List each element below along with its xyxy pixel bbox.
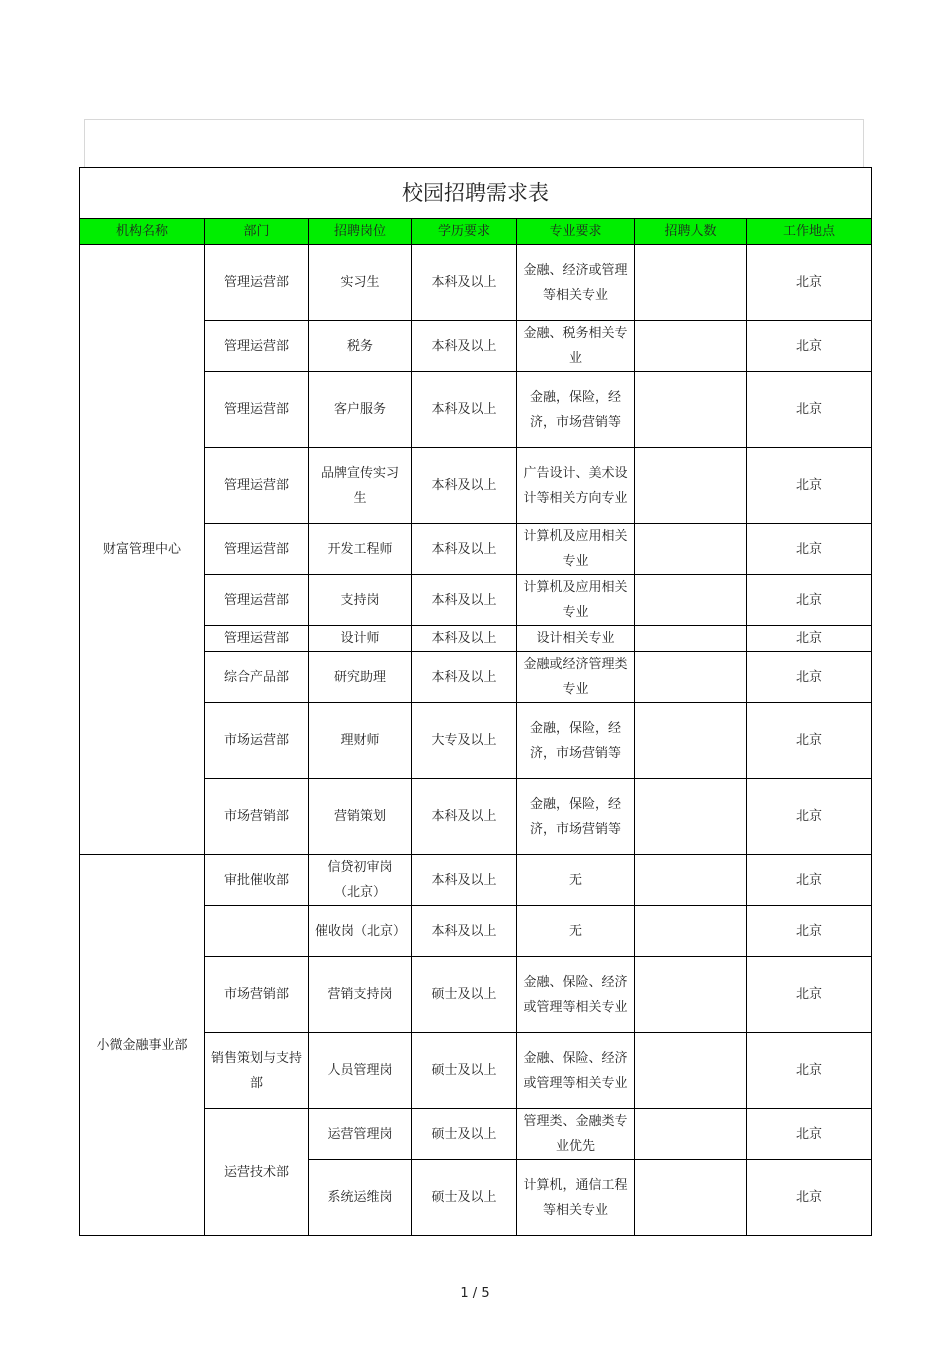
location-cell: 北京 <box>747 652 872 703</box>
count-cell <box>635 957 747 1033</box>
education-cell: 本科及以上 <box>412 372 517 448</box>
education-cell: 硕士及以上 <box>412 1033 517 1109</box>
column-header-position: 招聘岗位 <box>309 219 412 245</box>
recruitment-table <box>79 167 872 1236</box>
dept-cell: 市场运营部 <box>205 703 309 779</box>
column-header-education: 学历要求 <box>412 219 517 245</box>
position-cell: 研究助理 <box>309 652 412 703</box>
page-indicator: 1 / 5 <box>460 1286 490 1301</box>
education-cell: 本科及以上 <box>412 245 517 321</box>
position-cell: 设计师 <box>309 626 412 652</box>
dept-cell: 销售策划与支持部 <box>205 1033 309 1109</box>
count-cell <box>635 245 747 321</box>
column-header-dept: 部门 <box>205 219 309 245</box>
education-cell: 本科及以上 <box>412 626 517 652</box>
location-cell: 北京 <box>747 245 872 321</box>
count-cell <box>635 906 747 957</box>
org-name-cell: 小微金融事业部 <box>80 855 205 1236</box>
position-cell: 客户服务 <box>309 372 412 448</box>
dept-cell: 管理运营部 <box>205 372 309 448</box>
dept-cell: 管理运营部 <box>205 626 309 652</box>
count-cell <box>635 1160 747 1236</box>
position-cell: 催收岗（北京） <box>309 906 412 957</box>
location-cell: 北京 <box>747 321 872 372</box>
dept-cell: 管理运营部 <box>205 448 309 524</box>
table-title: 校园招聘需求表 <box>80 168 872 219</box>
education-cell: 本科及以上 <box>412 906 517 957</box>
location-cell: 北京 <box>747 575 872 626</box>
education-cell: 硕士及以上 <box>412 957 517 1033</box>
major-cell: 管理类、金融类专业优先 <box>517 1109 635 1160</box>
position-cell: 支持岗 <box>309 575 412 626</box>
position-cell: 理财师 <box>309 703 412 779</box>
column-header-location: 工作地点 <box>747 219 872 245</box>
location-cell: 北京 <box>747 372 872 448</box>
location-cell: 北京 <box>747 855 872 906</box>
major-cell: 金融、经济或管理等相关专业 <box>517 245 635 321</box>
position-cell: 开发工程师 <box>309 524 412 575</box>
education-cell: 本科及以上 <box>412 448 517 524</box>
position-cell: 运营管理岗 <box>309 1109 412 1160</box>
position-cell: 税务 <box>309 321 412 372</box>
major-cell: 广告设计、美术设计等相关方向专业 <box>517 448 635 524</box>
major-cell: 金融、税务相关专业 <box>517 321 635 372</box>
location-cell: 北京 <box>747 906 872 957</box>
dept-cell: 综合产品部 <box>205 652 309 703</box>
dept-cell: 管理运营部 <box>205 575 309 626</box>
position-cell: 品牌宣传实习生 <box>309 448 412 524</box>
title-row <box>80 168 872 219</box>
major-cell: 金融、保险、经济或管理等相关专业 <box>517 1033 635 1109</box>
major-cell: 金融，保险，经济，市场营销等 <box>517 372 635 448</box>
education-cell: 本科及以上 <box>412 575 517 626</box>
major-cell: 计算机，通信工程等相关专业 <box>517 1160 635 1236</box>
location-cell: 北京 <box>747 448 872 524</box>
position-cell: 营销支持岗 <box>309 957 412 1033</box>
count-cell <box>635 779 747 855</box>
major-cell: 金融，保险，经济，市场营销等 <box>517 779 635 855</box>
location-cell: 北京 <box>747 957 872 1033</box>
education-cell: 本科及以上 <box>412 321 517 372</box>
count-cell <box>635 448 747 524</box>
major-cell: 金融，保险，经济，市场营销等 <box>517 703 635 779</box>
count-cell <box>635 575 747 626</box>
page-header-frame <box>84 119 864 167</box>
major-cell: 计算机及应用相关专业 <box>517 575 635 626</box>
count-cell <box>635 321 747 372</box>
education-cell: 硕士及以上 <box>412 1109 517 1160</box>
location-cell: 北京 <box>747 703 872 779</box>
dept-cell: 市场营销部 <box>205 779 309 855</box>
location-cell: 北京 <box>747 1109 872 1160</box>
count-cell <box>635 652 747 703</box>
count-cell <box>635 855 747 906</box>
header-row <box>80 219 872 245</box>
major-cell: 无 <box>517 855 635 906</box>
education-cell: 本科及以上 <box>412 855 517 906</box>
column-header-org: 机构名称 <box>80 219 205 245</box>
major-cell: 金融或经济管理类专业 <box>517 652 635 703</box>
dept-cell: 运营技术部 <box>205 1109 309 1236</box>
major-cell: 设计相关专业 <box>517 626 635 652</box>
location-cell: 北京 <box>747 779 872 855</box>
education-cell: 本科及以上 <box>412 524 517 575</box>
education-cell: 本科及以上 <box>412 779 517 855</box>
position-cell: 人员管理岗 <box>309 1033 412 1109</box>
major-cell: 计算机及应用相关专业 <box>517 524 635 575</box>
major-cell: 金融、保险、经济或管理等相关专业 <box>517 957 635 1033</box>
location-cell: 北京 <box>747 1160 872 1236</box>
position-cell: 信贷初审岗（北京） <box>309 855 412 906</box>
count-cell <box>635 1033 747 1109</box>
dept-cell: 管理运营部 <box>205 524 309 575</box>
dept-cell: 市场营销部 <box>205 957 309 1033</box>
dept-cell: 管理运营部 <box>205 245 309 321</box>
count-cell <box>635 703 747 779</box>
location-cell: 北京 <box>747 524 872 575</box>
table-row <box>80 245 872 321</box>
education-cell: 大专及以上 <box>412 703 517 779</box>
column-header-major: 专业要求 <box>517 219 635 245</box>
table-row <box>80 855 872 906</box>
education-cell: 本科及以上 <box>412 652 517 703</box>
position-cell: 实习生 <box>309 245 412 321</box>
location-cell: 北京 <box>747 626 872 652</box>
position-cell: 系统运维岗 <box>309 1160 412 1236</box>
column-header-count: 招聘人数 <box>635 219 747 245</box>
count-cell <box>635 1109 747 1160</box>
dept-cell: 管理运营部 <box>205 321 309 372</box>
position-cell: 营销策划 <box>309 779 412 855</box>
dept-cell <box>205 906 309 957</box>
org-name-cell: 财富管理中心 <box>80 245 205 855</box>
location-cell: 北京 <box>747 1033 872 1109</box>
education-cell: 硕士及以上 <box>412 1160 517 1236</box>
count-cell <box>635 626 747 652</box>
count-cell <box>635 524 747 575</box>
dept-cell: 审批催收部 <box>205 855 309 906</box>
major-cell: 无 <box>517 906 635 957</box>
count-cell <box>635 372 747 448</box>
